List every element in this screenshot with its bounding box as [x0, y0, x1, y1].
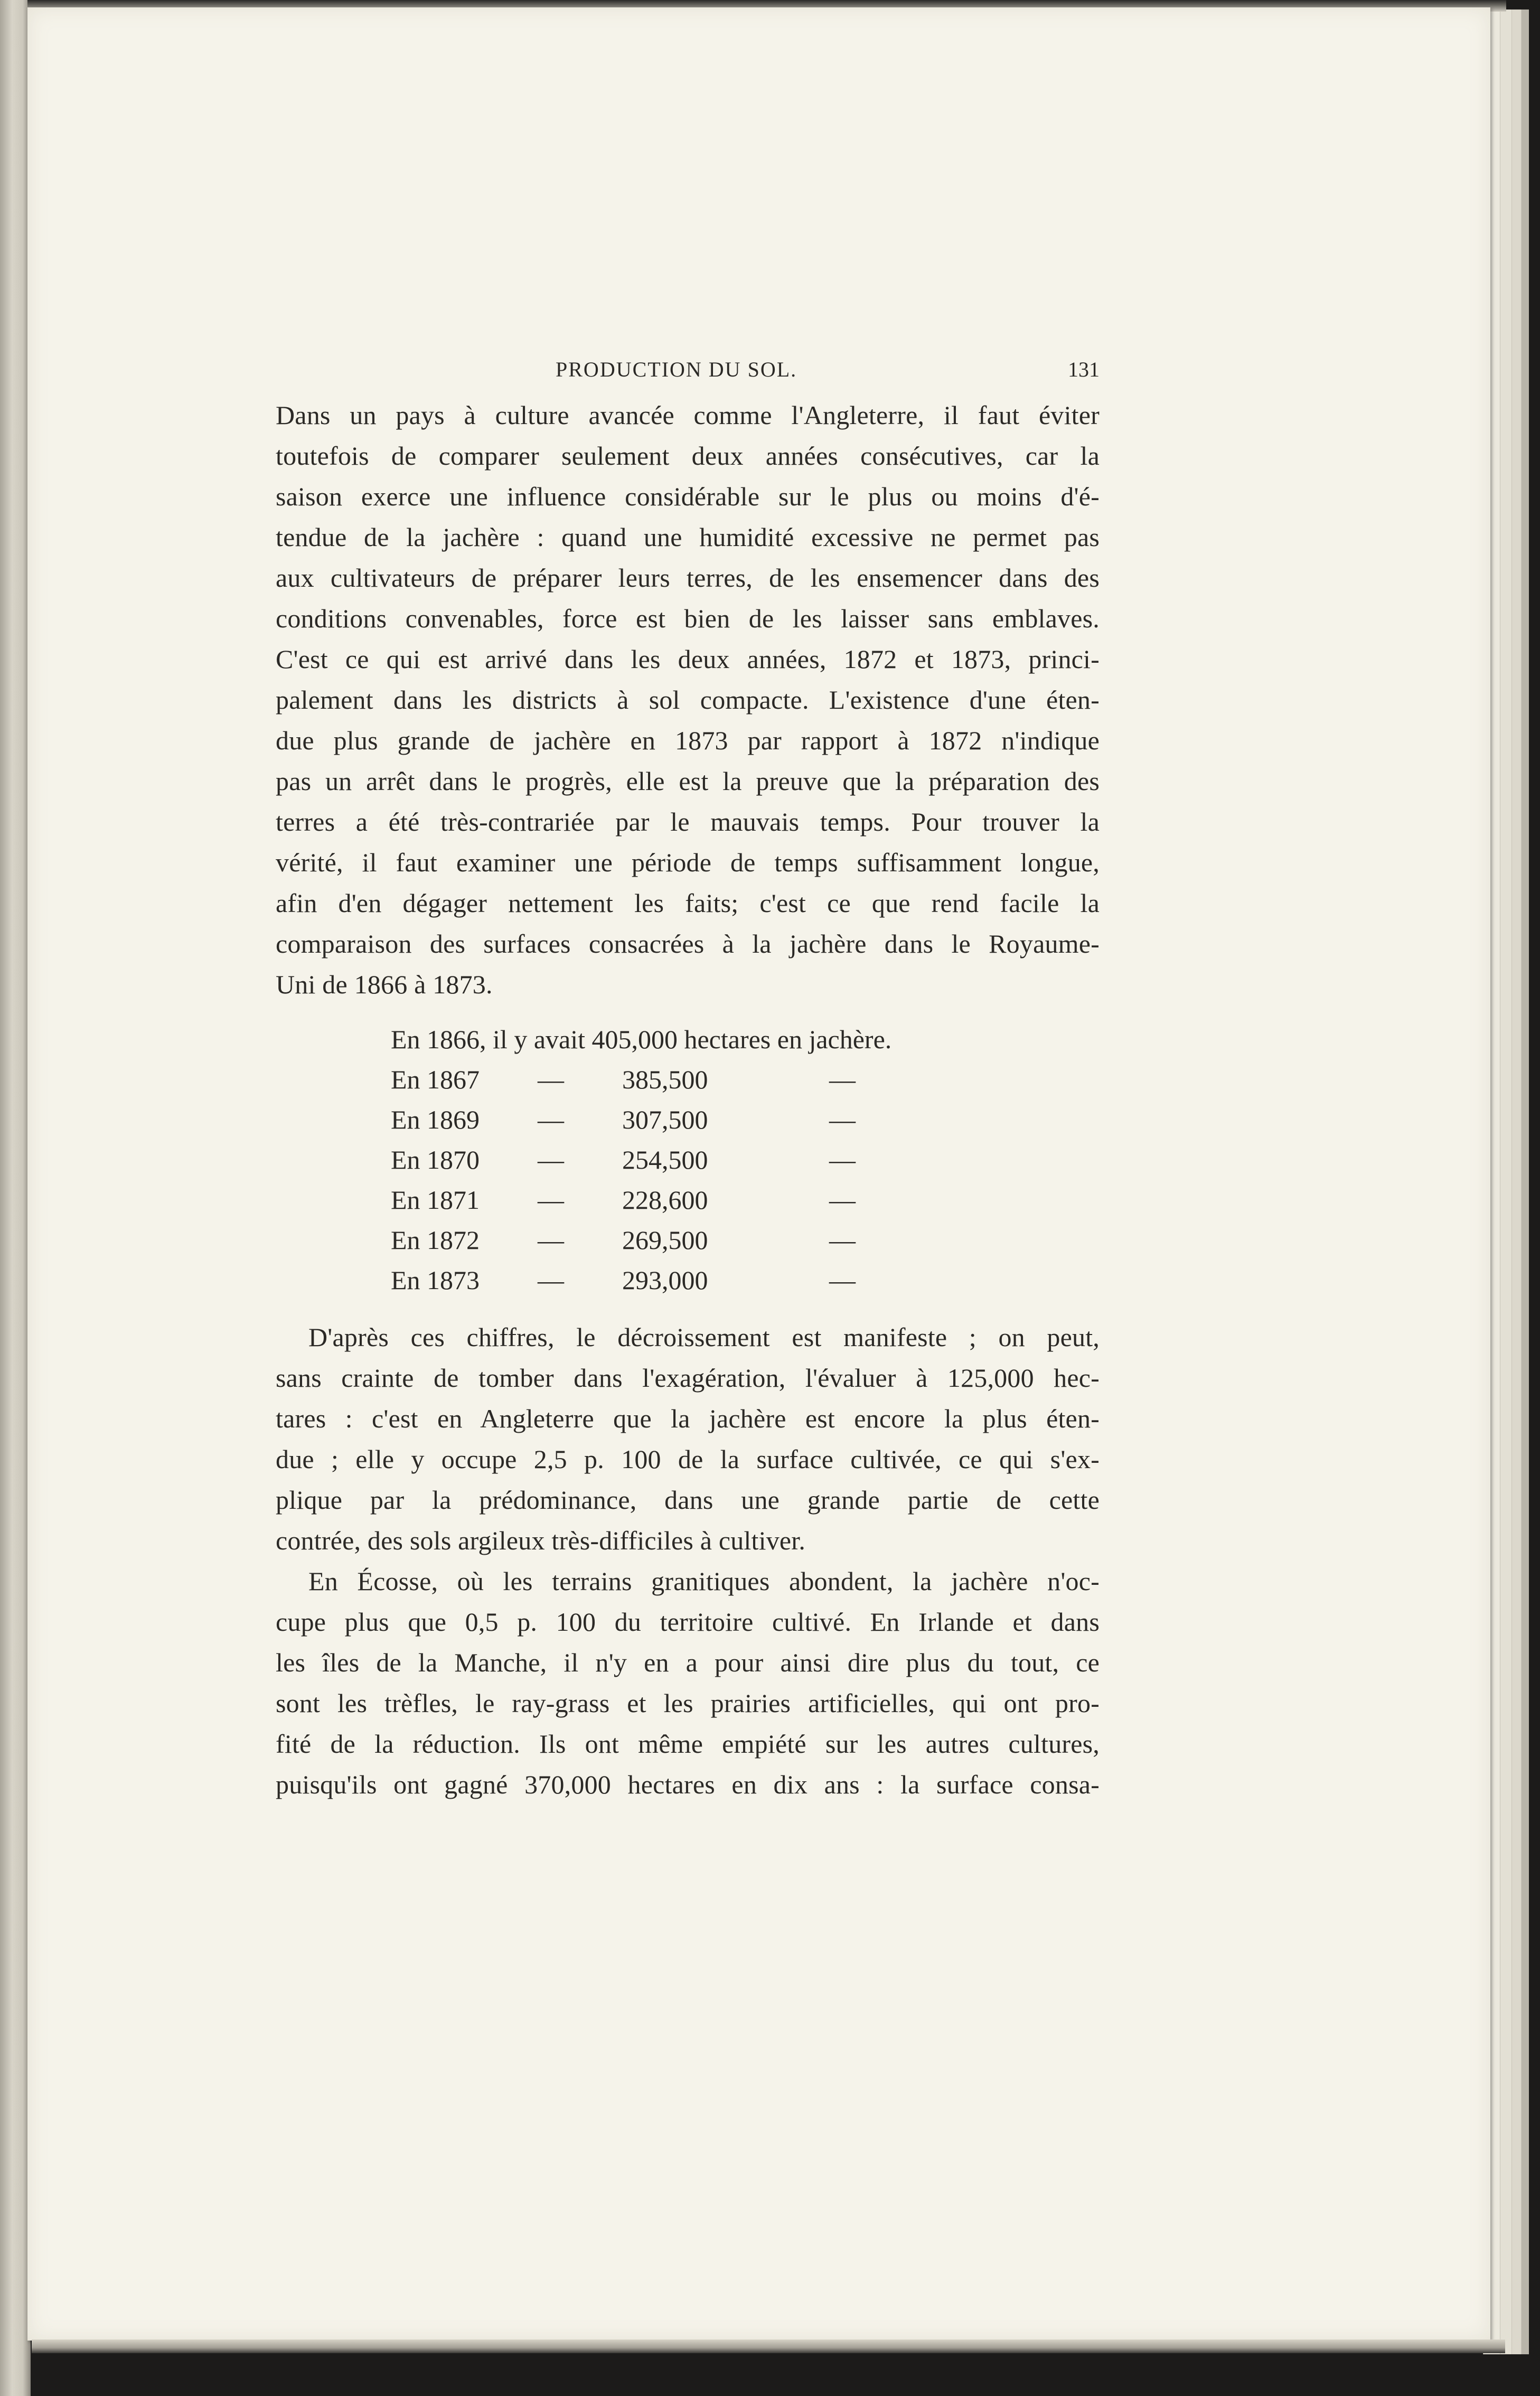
text-line: C'est ce qui est arrivé dans les deux années, 1872 et 1873, princi-: [276, 644, 1100, 674]
table-dash: —: [538, 1065, 564, 1094]
text-line: toutefois de comparer seulement deux années consécutives, car la: [276, 441, 1100, 471]
text-line: sont les trèfles, le ray-grass et les prairies artificielles, qui ont pro-: [276, 1688, 1100, 1718]
text-line: sans crainte de tomber dans l'exagération, l'évaluer à 125,000 hec-: [276, 1363, 1100, 1393]
table-dash: —: [538, 1265, 564, 1295]
table-year: En 1867: [391, 1065, 480, 1094]
table-row: [391, 1260, 919, 1300]
running-head: [276, 352, 1100, 389]
text-line: comparaison des surfaces consacrées à la jachère dans le Royaume-: [276, 929, 1100, 959]
table-value: 385,500: [622, 1065, 708, 1094]
table-year: En 1869: [391, 1105, 480, 1134]
text-line: les îles de la Manche, il n'y en a pour ainsi dire plus du tout, ce: [276, 1648, 1100, 1677]
page-number: 131: [1068, 358, 1100, 381]
paragraph-1: [276, 395, 1100, 1005]
text-line: tendue de la jachère : quand une humidité excessive ne permet pas: [276, 522, 1100, 552]
table-value: 254,500: [622, 1145, 708, 1174]
text-line: due plus grande de jachère en 1873 par rapport à 1872 n'indique: [276, 726, 1100, 755]
text-line: contrée, des sols argileux très-difficiles à cultiver.: [276, 1526, 806, 1555]
table-ditto: —: [829, 1105, 856, 1134]
table-year: En 1872: [391, 1225, 480, 1255]
table-value: 307,500: [622, 1105, 708, 1134]
table-row: [391, 1100, 919, 1140]
table-intro: En 1866, il y avait 405,000 hectares en jachère.: [391, 1025, 892, 1054]
text-line: Uni de 1866 à 1873.: [276, 970, 493, 999]
table-row: [391, 1180, 919, 1220]
text-line: tares : c'est en Angleterre que la jachère est encore la plus éten-: [276, 1404, 1100, 1433]
table-dash: —: [538, 1145, 564, 1174]
text-line: En Écosse, où les terrains granitiques abondent, la jachère n'oc-: [308, 1566, 1100, 1596]
fallow-table: [391, 1019, 919, 1300]
text-line: D'après ces chiffres, le décroissement est manifeste ; on peut,: [308, 1322, 1100, 1352]
table-row: [391, 1140, 919, 1180]
table-value: 293,000: [622, 1265, 708, 1295]
table-value: 228,600: [622, 1185, 708, 1215]
bottom-page-edge: [32, 2339, 1505, 2353]
table-ditto: —: [829, 1225, 856, 1255]
binding-gutter: [0, 0, 31, 2396]
text-line: palement dans les districts à sol compacte. L'existence d'une éten-: [276, 685, 1100, 715]
table-ditto: —: [829, 1145, 856, 1174]
table-row: [391, 1059, 919, 1100]
text-line: aux cultivateurs de préparer leurs terres, de les ensemencer dans des: [276, 563, 1100, 593]
text-line: puisqu'ils ont gagné 370,000 hectares en dix ans : la surface consa-: [276, 1770, 1100, 1799]
text-line: vérité, il faut examiner une période de temps suffisamment longue,: [276, 848, 1100, 877]
text-line: conditions convenables, force est bien de les laisser sans emblaves.: [276, 604, 1100, 633]
table-row: [391, 1220, 919, 1260]
paragraph-3: [276, 1561, 1100, 1805]
table-ditto: —: [829, 1185, 856, 1215]
text-line: plique par la prédominance, dans une grande partie de cette: [276, 1485, 1100, 1515]
table-dash: —: [538, 1105, 564, 1134]
text-line: pas un arrêt dans le progrès, elle est la preuve que la préparation des: [276, 766, 1100, 796]
table-dash: —: [538, 1225, 564, 1255]
running-title: PRODUCTION DU SOL.: [556, 358, 797, 381]
text-line: terres a été très-contrariée par le mauvais temps. Pour trouver la: [276, 807, 1100, 837]
table-ditto: —: [829, 1065, 856, 1094]
text-line: Dans un pays à culture avancée comme l'Angleterre, il faut éviter: [276, 400, 1100, 430]
table-ditto: —: [829, 1265, 856, 1295]
table-value: 269,500: [622, 1225, 708, 1255]
table-year: En 1870: [391, 1145, 480, 1174]
table-year: En 1871: [391, 1185, 480, 1215]
page-stack-edge: [1521, 10, 1529, 2354]
text-line: afin d'en dégager nettement les faits; c'est ce que rend facile la: [276, 888, 1100, 918]
text-line: due ; elle y occupe 2,5 p. 100 de la surface cultivée, ce qui s'ex-: [276, 1444, 1100, 1474]
table-year: En 1873: [391, 1265, 480, 1295]
table-dash: —: [538, 1185, 564, 1215]
paragraph-2: [276, 1317, 1100, 1561]
text-line: saison exerce une influence considérable sur le plus ou moins d'é-: [276, 482, 1100, 511]
text-line: cupe plus que 0,5 p. 100 du territoire cultivé. En Irlande et dans: [276, 1607, 1100, 1637]
text-line: fité de la réduction. Ils ont même empiété sur les autres cultures,: [276, 1729, 1100, 1759]
